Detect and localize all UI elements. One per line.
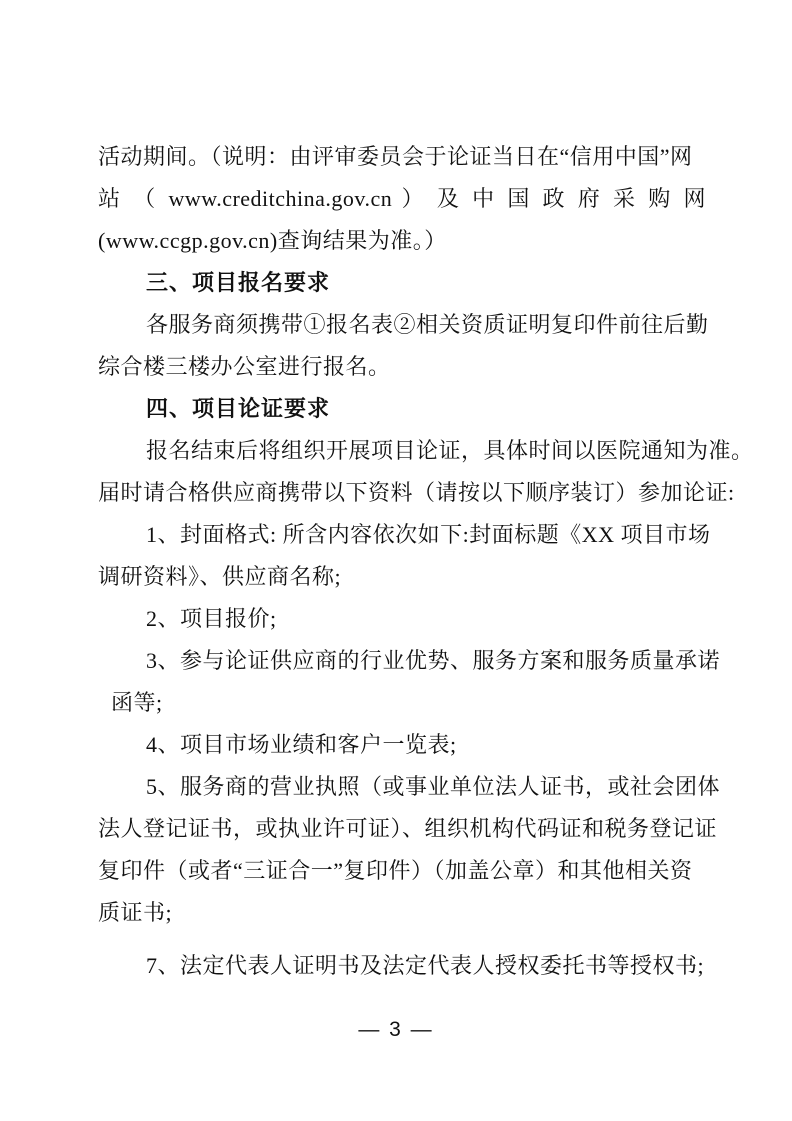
text-line: 活动期间。（说明：由评审委员会于论证当日在“信用中国”网 xyxy=(98,144,693,169)
text-line: 5、服务商的营业执照（或事业单位法人证书，或社会团体 xyxy=(146,774,721,799)
section-heading: 三、项目报名要求 xyxy=(146,270,331,295)
text-line: 7、法定代表人证明书及法定代表人授权委托书等授权书; xyxy=(146,953,705,978)
page-number: — 3 — xyxy=(358,1018,434,1041)
document-lines xyxy=(98,136,754,987)
text-line: 站 （ www.creditchina.gov.cn ） 及 中 国 政 府 采 购 网 xyxy=(98,186,706,211)
text-line: 报名结束后将组织开展项目论证，具体时间以医院通知为准。 xyxy=(146,438,754,463)
text-line: 调研资料》、供应商名称; xyxy=(98,564,342,589)
text-line: 2、项目报价; xyxy=(146,606,277,631)
section-heading: 四、项目论证要求 xyxy=(146,396,331,421)
text-line: 各服务商须携带①报名表②相关资质证明复印件前往后勤 xyxy=(146,312,709,337)
text-line: 复印件（或者“三证合一”复印件）（加盖公章）和其他相关资 xyxy=(98,858,693,883)
text-line: 3、参与论证供应商的行业优势、服务方案和服务质量承诺 xyxy=(146,648,721,673)
text-line: 4、项目市场业绩和客户一览表; xyxy=(146,732,457,757)
text-line: 函等; xyxy=(111,690,163,715)
text-line: 1、封面格式: 所含内容依次如下:封面标题《XX 项目市场 xyxy=(146,522,711,547)
text-line: 质证书; xyxy=(98,900,173,925)
text-line: 届时请合格供应商携带以下资料（请按以下顺序装订）参加论证: xyxy=(98,480,735,505)
text-line: 法人登记证书，或执业许可证）、组织机构代码证和税务登记证 xyxy=(98,816,718,841)
text-line: 综合楼三楼办公室进行报名。 xyxy=(98,354,391,379)
text-line: (www.ccgp.gov.cn)查询结果为准。） xyxy=(98,228,447,253)
